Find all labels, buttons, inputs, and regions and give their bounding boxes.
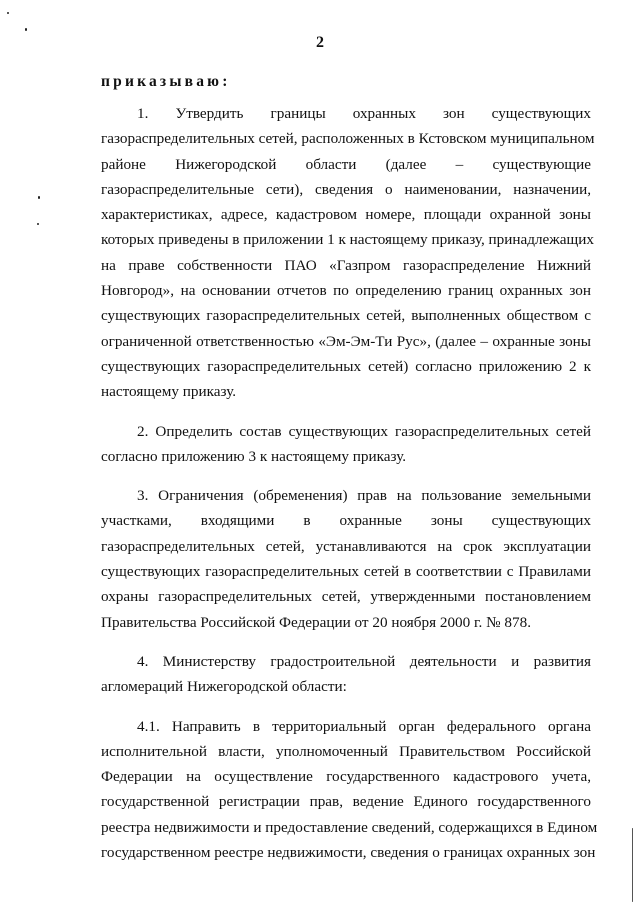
paragraph-4-1 [101, 714, 598, 866]
text-line: 4. Министерству градостроительной деятельности и развития [137, 652, 591, 670]
paragraph-2 [101, 419, 591, 470]
text-line: ограниченной ответственностью «Эм-Эм-Ти Рус», (далее – охранные зоны [101, 332, 591, 350]
text-line: агломераций Нижегородской области: [101, 678, 347, 696]
text-line: согласно приложению 3 к настоящему приказу. [101, 447, 407, 465]
paragraph-1 [101, 101, 595, 405]
scan-speck [25, 28, 27, 31]
text-line: участками, входящими в охранные зоны существующих [101, 512, 591, 530]
text-line: существующих газораспределительных сетей в соответствии с Правилами [101, 563, 591, 581]
text-line: 1. Утвердить границы охранных зон существующих [137, 105, 591, 122]
text-line: существующих газораспределительных сетей) согласно приложению 2 к [101, 357, 591, 375]
text-line: которых приведены в приложении 1 к настоящему приказу, принадлежащих [101, 231, 594, 249]
document-body [101, 101, 598, 879]
text-line: 4.1. Направить в территориальный орган федерального органа [137, 717, 591, 735]
text-line: Правительства Российской Федерации от 20 ноября 2000 г. № 878. [101, 613, 532, 631]
text-line: реестра недвижимости и предоставление сведений, содержащихся в Едином [101, 818, 598, 836]
scan-speck [7, 12, 9, 14]
text-line: газораспределительных сетей, расположенных в Кстовском муниципальном [101, 130, 595, 148]
scan-edge-line [632, 828, 633, 902]
page-number: 2 [316, 34, 324, 51]
scan-speck [37, 223, 39, 225]
text-line: районе Нижегородской области (далее – существующие [101, 155, 591, 173]
scan-speck [38, 196, 40, 199]
paragraph-3 [101, 483, 591, 635]
text-line: Новгород», на основании отчетов по определению границ охранных зон [101, 282, 591, 300]
text-line: газораспределительные сети), сведения о наименовании, назначении, [101, 180, 591, 198]
text-line: характеристиках, адресе, кадастровом номере, площади охранной зоны [101, 206, 591, 224]
text-line: 3. Ограничения (обременения) прав на пользование земельными [137, 487, 591, 505]
text-line: газораспределительных сетей, устанавливаются на срок эксплуатации [101, 537, 591, 555]
decree-word: приказываю: [101, 73, 231, 90]
paragraph-4 [101, 649, 591, 700]
text-line: существующих газораспределительных сетей, выполненных обществом с [101, 307, 591, 325]
text-line: на праве собственности ПАО «Газпром газораспределение Нижний [101, 256, 591, 274]
text-line: настоящему приказу. [101, 383, 237, 401]
text-line: охраны газораспределительных сетей, утвержденными постановлением [101, 588, 591, 606]
text-line: государственной регистрации прав, ведение Единого государственного [101, 793, 591, 811]
text-line: государственном реестре недвижимости, сведения о границах охранных зон [101, 844, 596, 862]
text-line: исполнительной власти, уполномоченный Правительством Российской [101, 742, 591, 760]
text-line: Федерации на осуществление государственного кадастрового учета, [101, 768, 591, 786]
text-line: 2. Определить состав существующих газораспределительных сетей [137, 422, 591, 440]
